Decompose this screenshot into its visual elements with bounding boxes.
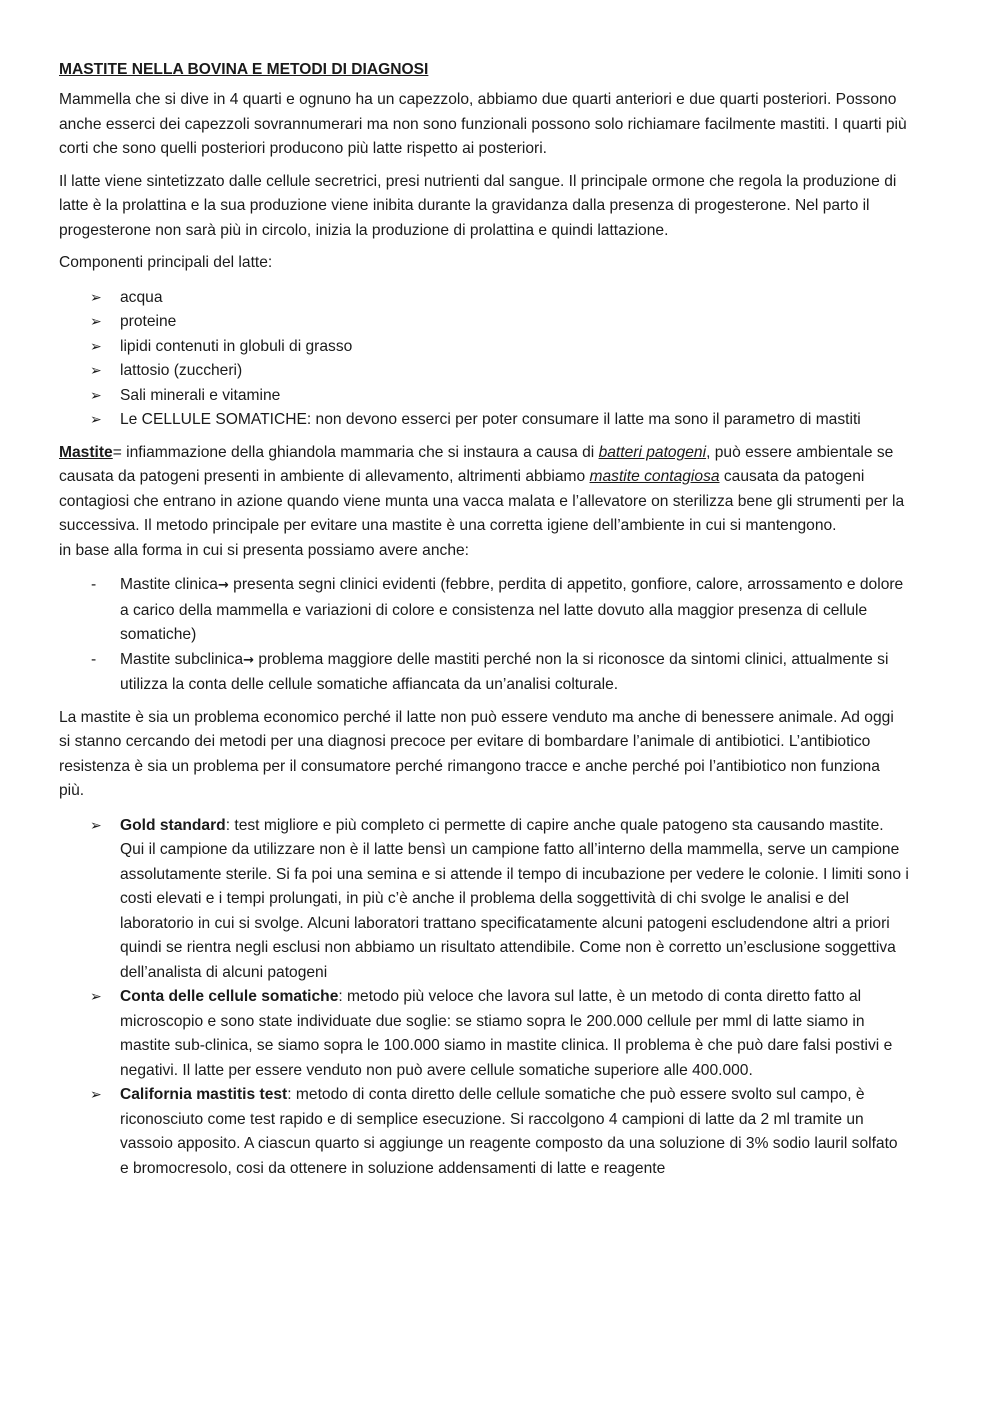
- list-item: ➢ lattosio (zuccheri): [59, 359, 909, 384]
- method-name: Gold standard: [120, 816, 226, 834]
- diagnosis-methods-list: [59, 814, 909, 1182]
- batteri-patogeni-term: batteri patogeni: [598, 443, 707, 461]
- list-item: - Mastite subclinica→ problema maggiore delle mastiti perché non la si riconosce da sintomi clinici, attualmente si utilizza la conta delle cellule somatiche affiancata da un’analisi colturale.: [59, 648, 909, 698]
- mastite-contagiosa-term: mastite contagiosa: [589, 468, 720, 485]
- list-item: ➢ lipidi contenuti in globuli di grasso: [59, 335, 909, 360]
- arrow-bullet-icon: ➢: [90, 387, 102, 404]
- arrow-bullet-icon: ➢: [90, 412, 102, 428]
- method-name: Conta delle cellule somatiche: [120, 988, 339, 1005]
- list-item: ➢ proteine: [59, 310, 909, 335]
- list-item: ➢ Gold standard: test migliore e più completo ci permette di capire anche quale patogeno sta causando mastite. Qui il campione da utilizzare non è il latte bensì un campione fatto all’interno della mammella, serve un campione assolutamente sterile. Si fa poi una semina e si attende il tempo di incubazione per vedere le colonie. I limiti sono i costi elevati e i tempi prolungati, in più c’è anche il problema della soggettività di chi svolge le analisi e del laboratorio in cui si svolge. Alcuni laboratori trattano specificatamente alcuni patogeni escludendone altri a priori quindi se rientra negli esclusi non abbiamo un risultato attendibile. Come non è corretto un’esclusione soggettiva dell’analista di alcuni patogeni: [59, 814, 909, 986]
- mastite-term: Mastite: [59, 443, 113, 461]
- list-item: ➢ acqua: [59, 286, 909, 311]
- list-item: ➢ Conta delle cellule somatiche: metodo più veloce che lavora sul latte, è un metodo di conta diretto fatto al microscopio e sono state individuate due soglie: se stiamo sopra le 200.000 cellule per mml di latte siamo in mastite sub-clinica, se siamo sopra le 100.000 siamo in mastite clinica. Il problema è che può dare falsi postivi e negativi. Il latte per essere venduto non può avere cellule somatiche superiore alle 400.000.: [59, 985, 909, 1083]
- components-heading: Componenti principali del latte:: [59, 254, 273, 271]
- intro-paragraph-1: Mammella che si dive in 4 quarti e ognuno ha un capezzolo, abbiamo due quarti anteriori e due quarti posteriori. Possono anche esserci dei capezzoli sovrannumerari ma non sono funzionali possono solo richiamare facilmente mastiti. I quarti più corti che sono quelli posteriori producono più latte rispetto ai posteriori.: [59, 91, 907, 157]
- arrow-bullet-icon: ➢: [90, 817, 102, 834]
- intro-paragraph-2: Il latte viene sintetizzato dalle cellule secretrici, presi nutrienti dal sangue. Il principale ormone che regola la produzione di latte è la prolattina e la sua produzione viene inibita durante la gravidanza dalla presenza di progesterone. Nel parto il progesterone non sarà più in circolo, inizia la produzione di prolattina e quindi lattazione.: [59, 172, 897, 239]
- mastite-definition: Mastite= infiammazione della ghiandola mammaria che si instaura a causa di batteri patogeni, può essere ambientale se causata da patogeni presenti in ambiente di allevamento, altrimenti abbiamo mastite contagiosa causata da patogeni contagiosi che entrano in azione quando viene munta una vacca malata e l’allevatore on sterilizza bene gli strumenti per la successiva. Il metodo principale per evitare una mastite è una corretta igiene dell’ambiente in cui si mantengono.: [59, 443, 905, 534]
- document-title: MASTITE NELLA BOVINA E METODI DI DIAGNOSI: [59, 61, 429, 78]
- right-arrow-icon: →: [217, 578, 229, 593]
- forms-intro: in base alla forma in cui si presenta possiamo avere anche:: [59, 541, 469, 559]
- right-arrow-icon: →: [243, 652, 254, 668]
- list-item: ➢ Sali minerali e vitamine: [59, 384, 909, 409]
- list-item: - Mastite clinica→ presenta segni clinici evidenti (febbre, perdita di appetito, gonfiore, calore, arrossamento e dolore a carico della mammella e variazioni di colore e consistenza nel latte dovuto alla maggior presenza di cellule somatiche): [59, 573, 909, 648]
- arrow-bullet-icon: ➢: [90, 289, 102, 306]
- document-page: [59, 58, 909, 1189]
- components-list: [59, 286, 909, 433]
- dash-bullet: -: [91, 650, 97, 668]
- arrow-bullet-icon: ➢: [90, 363, 102, 379]
- economic-paragraph: La mastite è sia un problema economico perché il latte non può essere venduto ma anche di benessere animale. Ad oggi si stanno cercando dei metodi per una diagnosi precoce per evitare di bombardare l’animale di antibiotici. L’antibiotico resistenza è sia un problema per il consumatore perché rimangono tracce e anche perché poi l’antibiotico non funziona più.: [59, 708, 894, 799]
- arrow-bullet-icon: ➢: [90, 314, 102, 330]
- list-item: ➢ Le CELLULE SOMATICHE: non devono esserci per poter consumare il latte ma sono il parametro di mastiti: [59, 408, 909, 433]
- arrow-bullet-icon: ➢: [90, 338, 102, 355]
- list-item: ➢ California mastitis test: metodo di conta diretto delle cellule somatiche che può essere svolto sul campo, è riconosciuto come test rapido e di semplice esecuzione. Si raccolgono 4 campioni di latte da 2 ml tramite un vassoio apposito. A ciascun quarto si aggiunge un reagente composto da una soluzione di 3% sodio lauril solfato e bromocresolo, cosi da ottenere in soluzione addensamenti di latte e reagente: [59, 1083, 909, 1181]
- arrow-bullet-icon: ➢: [90, 989, 102, 1005]
- method-name: California mastitis test: [120, 1086, 288, 1103]
- mastite-forms-list: [59, 573, 909, 698]
- dash-bullet: -: [91, 576, 97, 593]
- arrow-bullet-icon: ➢: [90, 1087, 102, 1103]
